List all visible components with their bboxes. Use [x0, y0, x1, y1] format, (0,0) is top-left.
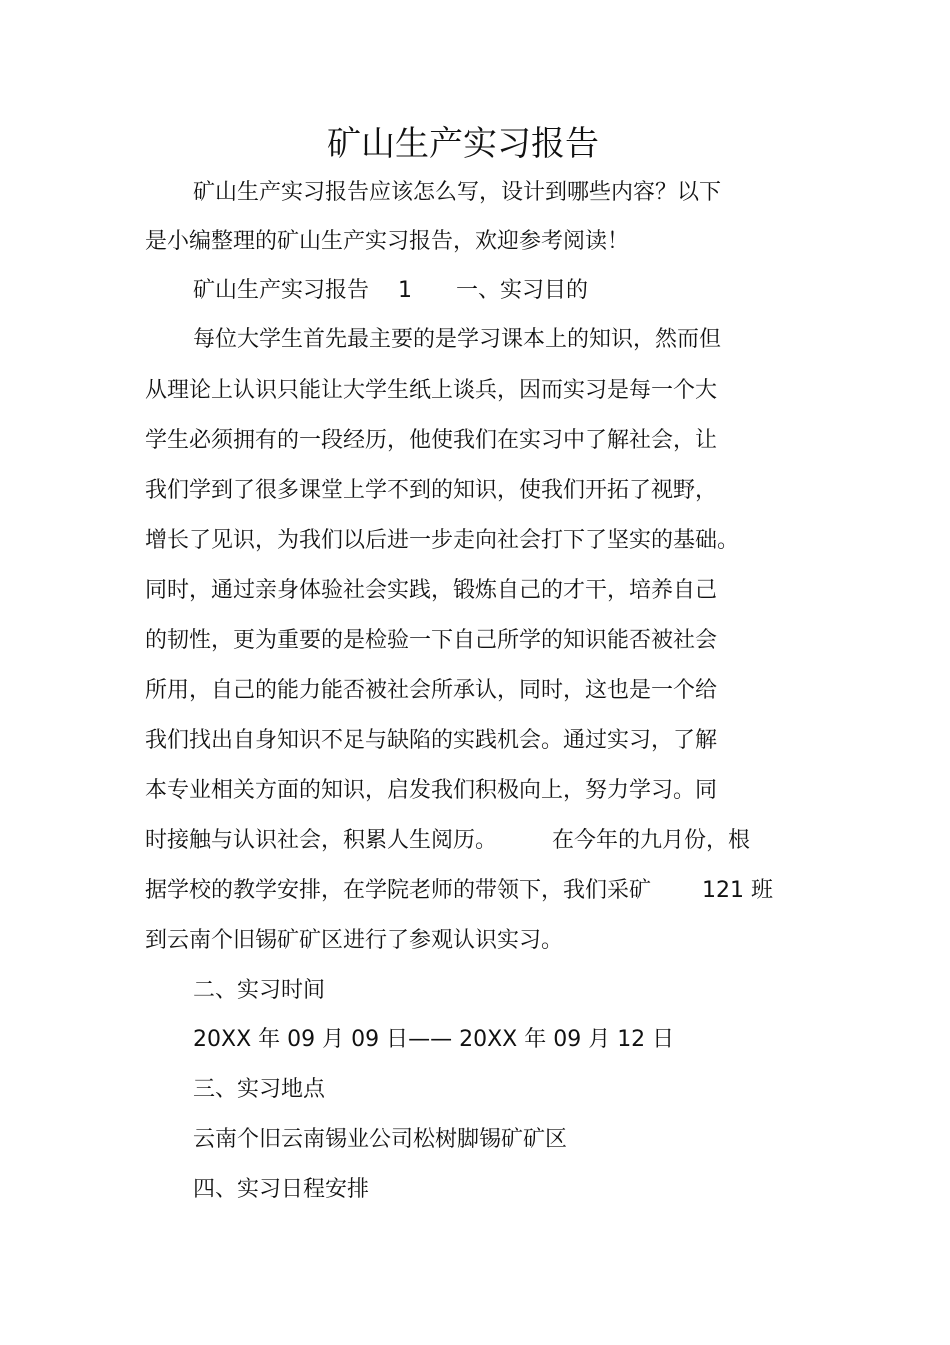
- document-title: 矿山生产实习报告: [327, 124, 599, 164]
- text-line-16: 到云南个旧锡矿矿区进行了参观认识实习。: [145, 928, 564, 953]
- section-heading-purpose: 矿山生产实习报告 1 一、实习目的: [193, 278, 588, 303]
- text-line-15: 据学校的教学安排，在学院老师的带领下，我们采矿 121 班: [145, 878, 773, 903]
- text-line-1: 矿山生产实习报告应该怎么写，设计到哪些内容？以下: [193, 180, 722, 205]
- text-line-8: 增长了见识，为我们以后进一步走向社会打下了坚实的基础。: [145, 528, 740, 553]
- text-line-6: 学生必须拥有的一段经历，他使我们在实习中了解社会，让: [145, 428, 718, 453]
- text-line-2: 是小编整理的矿山生产实习报告，欢迎参考阅读！: [145, 229, 630, 254]
- section-heading-schedule: 四、实习日程安排: [193, 1177, 370, 1202]
- section-heading-time: 二、实习时间: [193, 978, 326, 1003]
- text-line-9: 同时，通过亲身体验社会实践，锻炼自己的才干，培养自己: [145, 578, 718, 603]
- text-line-5: 从理论上认识只能让大学生纸上谈兵，因而实习是每一个大: [145, 378, 718, 403]
- text-line-12: 我们找出自身知识不足与缺陷的实践机会。通过实习，了解: [145, 728, 718, 753]
- text-line-4: 每位大学生首先最主要的是学习课本上的知识，然而但: [193, 327, 722, 352]
- text-line-7: 我们学到了很多课堂上学不到的知识，使我们开拓了视野，: [145, 478, 718, 503]
- internship-location: 云南个旧云南锡业公司松树脚锡矿矿区: [193, 1127, 568, 1152]
- text-line-10: 的韧性，更为重要的是检验一下自己所学的知识能否被社会: [145, 628, 718, 653]
- text-line-13: 本专业相关方面的知识，启发我们积极向上，努力学习。同: [145, 778, 718, 803]
- text-line-14: 时接触与认识社会，积累人生阅历。 在今年的九月份，根: [145, 828, 751, 853]
- section-heading-location: 三、实习地点: [193, 1077, 326, 1102]
- internship-dates: 20XX 年 09 月 09 日—— 20XX 年 09 月 12 日: [193, 1027, 675, 1052]
- text-line-11: 所用，自己的能力能否被社会所承认，同时，这也是一个给: [145, 678, 718, 703]
